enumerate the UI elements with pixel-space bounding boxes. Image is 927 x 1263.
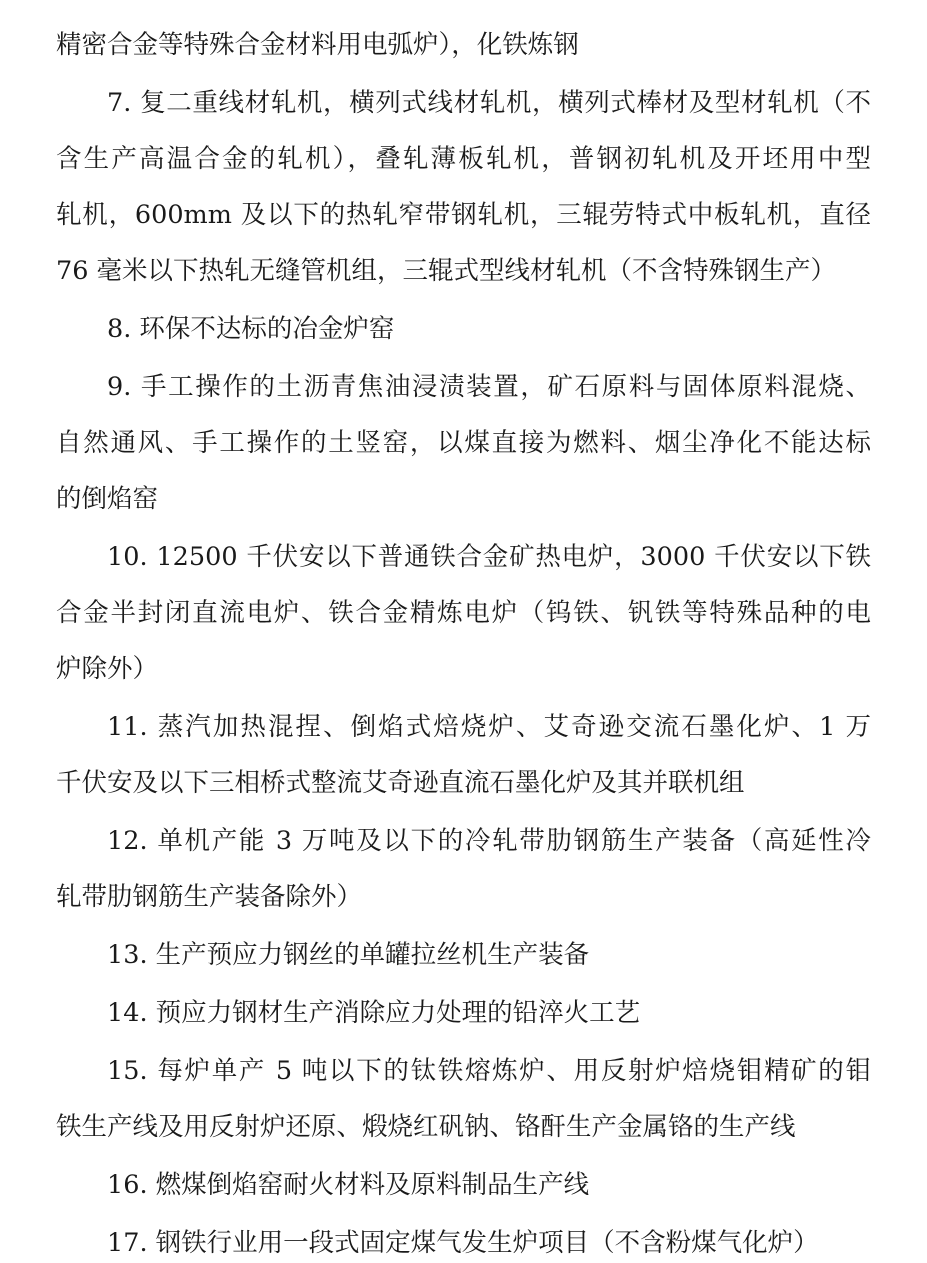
text-line: 的倒焰窑 xyxy=(56,484,159,514)
text-line: 铁生产线及用反射炉还原、煅烧红矾钠、铬酐生产金属铬的生产线 xyxy=(56,1112,796,1142)
text-line: 17. 钢铁行业用一段式固定煤气发生炉项目（不含粉煤气化炉） xyxy=(107,1228,819,1258)
text-line: 13. 生产预应力钢丝的单罐拉丝机生产装备 xyxy=(107,940,590,970)
text-line: 自然通风、手工操作的土竖窑，以煤直接为燃料、烟尘净化不能达标 xyxy=(56,428,871,458)
text-line: 14. 预应力钢材生产消除应力处理的铅淬火工艺 xyxy=(107,998,641,1028)
text-line: 炉除外） xyxy=(56,654,159,684)
text-line: 12. 单机产能 3 万吨及以下的冷轧带肋钢筋生产装备（高延性冷 xyxy=(107,826,871,856)
text-line: 轧机，600mm 及以下的热轧窄带钢轧机，三辊劳特式中板轧机，直径 xyxy=(56,200,871,230)
text-line: 11. 蒸汽加热混捏、倒焰式焙烧炉、艾奇逊交流石墨化炉、1 万 xyxy=(107,712,871,742)
text-line: 9. 手工操作的土沥青焦油浸渍装置，矿石原料与固体原料混烧、 xyxy=(107,372,871,402)
text-line: 15. 每炉单产 5 吨以下的钛铁熔炼炉、用反射炉焙烧钼精矿的钼 xyxy=(107,1056,871,1086)
text-line: 千伏安及以下三相桥式整流艾奇逊直流石墨化炉及其并联机组 xyxy=(56,768,745,798)
text-line: 8. 环保不达标的冶金炉窑 xyxy=(107,314,395,344)
text-line: 10. 12500 千伏安以下普通铁合金矿热电炉，3000 千伏安以下铁 xyxy=(107,542,871,572)
text-line: 轧带肋钢筋生产装备除外） xyxy=(56,882,363,912)
text-line: 合金半封闭直流电炉、铁合金精炼电炉（钨铁、钒铁等特殊品种的电 xyxy=(56,598,871,628)
text-line: 16. 燃煤倒焰窑耐火材料及原料制品生产线 xyxy=(107,1170,590,1200)
text-line: 含生产高温合金的轧机），叠轧薄板轧机，普钢初轧机及开坯用中型 xyxy=(56,144,871,174)
text-line: 76 毫米以下热轧无缝管机组，三辊式型线材轧机（不含特殊钢生产） xyxy=(56,256,837,286)
text-line: 7. 复二重线材轧机，横列式线材轧机，横列式棒材及型材轧机（不 xyxy=(107,88,871,118)
text-line: 精密合金等特殊合金材料用电弧炉），化铁炼钢 xyxy=(56,30,579,60)
